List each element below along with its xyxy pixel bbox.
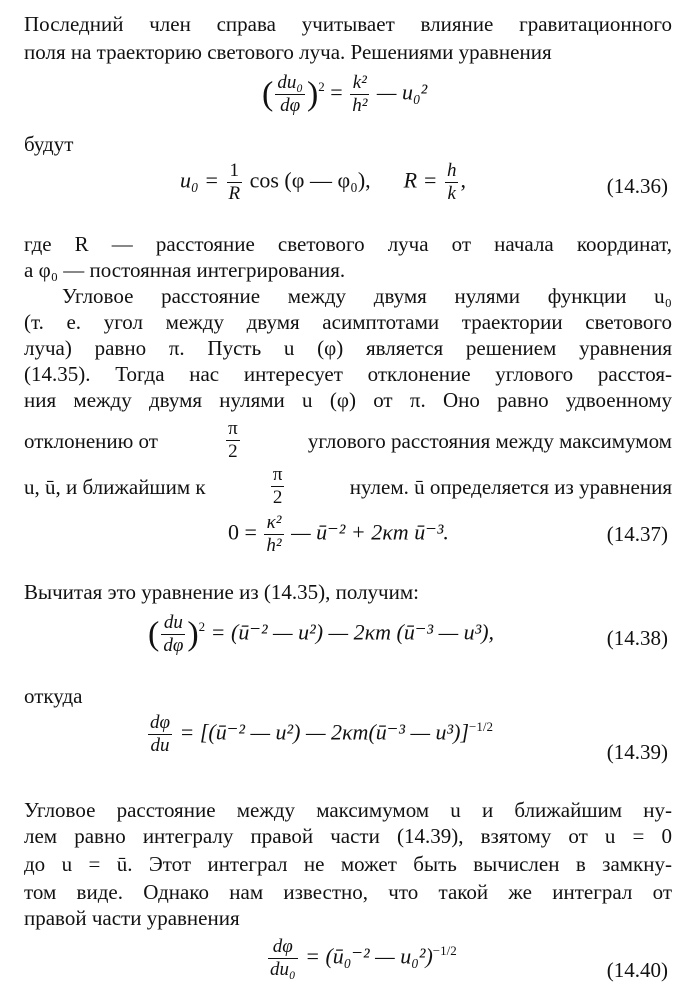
text-line: правой части уравнения [24, 906, 240, 930]
equation-14-39 [146, 712, 493, 757]
fraction-numerator: du₀ [277, 72, 303, 93]
equation-14-37 [228, 512, 449, 557]
equation-tail: , [460, 167, 466, 193]
fraction-denominator: 2 [228, 441, 238, 462]
text-line: а φ₀ — постоянная интегрирования. [24, 258, 346, 282]
fraction-denominator: du [150, 735, 170, 756]
text-line: где R — расстояние светового луча от начала координат, [24, 232, 672, 256]
equation-rhs: — ū⁻² + 2κm ū⁻³. [291, 519, 449, 545]
text-line: (т. е. угол между двумя асимптотами траектории светового [24, 310, 672, 334]
text-line: откуда [24, 684, 83, 708]
text-line: том виде. Однако нам известно, что такой же интеграл от [24, 880, 672, 904]
fraction-denominator: R [228, 183, 241, 204]
equation-tail: — u₀² [376, 79, 428, 105]
equation-unnumbered: ( $\frac{\text{du₀}}{d\varphi}$ )$^2$ = $\frac{\text{k²}}{\text{h²}}$ — u₀² [262, 72, 428, 116]
fraction-numerator: 1 [227, 160, 243, 183]
fraction-denominator: k [447, 183, 456, 204]
text-line: луча) равно π. Пусть u (φ) является решением уравнения [24, 336, 672, 360]
text-line: будут [24, 132, 74, 156]
fraction-denominator: dφ [163, 635, 184, 656]
exponent: −1/2 [469, 719, 493, 735]
equation-r-lhs: R = [403, 167, 438, 193]
equation-number: (14.40) [606, 958, 668, 982]
equation-number: (14.36) [606, 174, 668, 198]
exponent: −1/2 [432, 943, 457, 959]
fraction-numerator: π [272, 464, 283, 485]
equation-lhs: 0 = [228, 519, 257, 545]
equation-14-38: ( $\frac{du}{d\varphi}$ )$^2$ = (ū⁻² — u²) — 2κm (ū⁻³ — u³), [148, 612, 495, 656]
text-line: Угловое расстояние между максимумом u и ближайшим ну- [24, 798, 672, 822]
text-line-with-fraction [24, 464, 672, 509]
equation-rhs: = (ū₀⁻² — u₀²) [305, 943, 433, 969]
exponent: 2 [318, 79, 325, 95]
fraction-denominator: dφ [280, 95, 301, 116]
fraction-numerator: k² [350, 72, 369, 95]
fraction-denominator: h² [266, 535, 282, 556]
fraction-denominator: h² [352, 95, 368, 116]
text-line: поля на траекторию светового луча. Решениями уравнения [24, 40, 552, 64]
text-segment: нулем. ū определяется из уравнения [349, 474, 672, 499]
equation-number: (14.39) [606, 740, 668, 764]
text-line: до u = ū. Этот интеграл не может быть вычислен в замкну- [24, 852, 672, 876]
equation-mid: cos (φ — φ₀), [249, 167, 371, 193]
equation-rhs: = [(ū⁻² — u²) — 2κm(ū⁻³ — u³)] [179, 719, 470, 745]
text-line: Последний член справа учитывает влияние гравитационного [24, 12, 672, 36]
text-line: Угловое расстояние между двумя нулями функции u₀ [62, 284, 672, 308]
equation-14-40 [266, 936, 457, 981]
text-segment: углового расстояния между максимумом [307, 428, 672, 453]
equation-14-36 [180, 160, 466, 205]
text-line: ния между двумя нулями u (φ) от π. Оно равно удвоенному [24, 388, 672, 412]
fraction-numerator: κ² [264, 512, 283, 535]
text-line: Вычитая это уравнение из (14.35), получим: [24, 580, 419, 604]
equation-number: (14.37) [606, 522, 668, 546]
text-line-with-fraction [24, 418, 672, 463]
fraction-numerator: du [161, 612, 185, 635]
equation-number: (14.38) [606, 626, 668, 650]
equation-rhs: = (ū⁻² — u²) — 2κm (ū⁻³ — u³), [210, 619, 495, 645]
text-segment: u, ū, и ближайшим к [24, 474, 206, 499]
text-line: лем равно интегралу правой части (14.39), взятому от u = 0 [24, 824, 672, 848]
fraction-denominator: du₀ [270, 959, 296, 980]
fraction-denominator: 2 [272, 487, 283, 508]
exponent: 2 [198, 619, 206, 635]
text-segment: отклонению от [24, 428, 158, 453]
fraction-numerator: π [228, 418, 238, 439]
text-line: (14.35). Тогда нас интересует отклонение углового расстоя- [24, 362, 672, 386]
fraction-numerator: dφ [268, 936, 298, 959]
fraction-numerator: dφ [150, 712, 171, 733]
fraction-numerator: h [446, 160, 457, 181]
equation-lhs: u₀ = [180, 167, 219, 193]
